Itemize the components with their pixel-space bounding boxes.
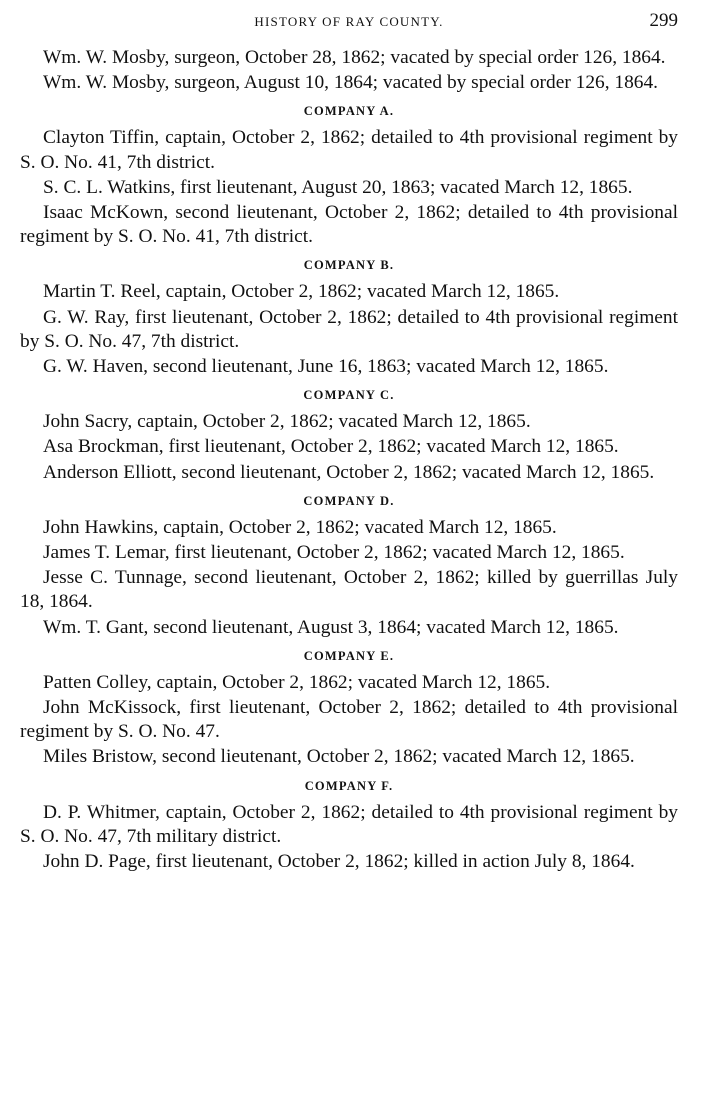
officer-entry: Anderson Elliott, second lieutenant, October 2, 1862; vacated March 12, 1865. [43,461,655,483]
officer-entry: Wm. W. Mosby, surgeon, August 10, 1864; vacated by special order 126, 1864. [43,72,659,94]
company-a-section [20,103,678,249]
officer-entry: Isaac McKown, second lieutenant, October 2, 1862; detailed to 4th provisional regiment by S. O. No. 41, 7th district. [20,202,678,248]
officer-entry: Miles Bristow, second lieutenant, October 2, 1862; vacated March 12, 1865. [43,746,635,768]
company-d-section [20,493,678,640]
company-heading: COMPANY E. [303,648,395,663]
company-heading: COMPANY F. [304,778,394,793]
company-c-section [20,387,678,485]
officer-entry: James T. Lemar, first lieutenant, October 2, 1862; vacated March 12, 1865. [43,542,625,564]
officer-entry: John Hawkins, captain, October 2, 1862; vacated March 12, 1865. [43,516,557,538]
company-heading: COMPANY A. [303,104,395,119]
company-f-section [20,778,678,875]
officer-entry: John D. Page, first lieutenant, October 2, 1862; killed in action July 8, 1864. [43,851,635,873]
page-number: 299 [649,10,678,31]
running-title: HISTORY OF RAY COUNTY. [254,14,444,29]
company-b-section [20,257,678,379]
intro-entries [20,46,678,95]
officer-entry: D. P. Whitmer, captain, October 2, 1862; detailed to 4th provisional regiment by S. O. No. 47, 7th military district. [20,801,678,847]
company-heading: COMPANY B. [303,258,395,273]
company-heading: COMPANY C. [303,388,395,403]
officer-entry: Asa Brockman, first lieutenant, October 2, 1862; vacated March 12, 1865. [43,436,619,458]
company-e-section [20,648,678,770]
officer-entry: S. C. L. Watkins, first lieutenant, August 20, 1863; vacated March 12, 1865. [43,176,633,198]
officer-entry: Wm. W. Mosby, surgeon, October 28, 1862; vacated by special order 126, 1864. [43,47,666,68]
officer-entry: Martin T. Reel, captain, October 2, 1862; vacated March 12, 1865. [43,281,560,303]
officer-entry: John McKissock, first lieutenant, October 2, 1862; detailed to 4th provisional regiment by S. O. No. 47. [20,697,678,743]
officer-entry: John Sacry, captain, October 2, 1862; vacated March 12, 1865. [43,411,531,433]
running-head [20,0,678,46]
book-page [20,0,678,874]
officer-entry: G. W. Ray, first lieutenant, October 2, 1862; detailed to 4th provisional regiment by S. O. No. 47, 7th district. [20,306,678,352]
officer-entry: Wm. T. Gant, second lieutenant, August 3, 1864; vacated March 12, 1865. [43,616,619,638]
officer-entry: Patten Colley, captain, October 2, 1862; vacated March 12, 1865. [43,671,551,693]
officer-entry: G. W. Haven, second lieutenant, June 16, 1863; vacated March 12, 1865. [43,356,609,378]
company-heading: COMPANY D. [303,493,395,508]
officer-entry: Jesse C. Tunnage, second lieutenant, October 2, 1862; killed by guerrillas July 18, 1864. [20,567,678,613]
officer-entry: Clayton Tiffin, captain, October 2, 1862; detailed to 4th provisional regiment by S. O. No. 41, 7th district. [20,127,678,173]
